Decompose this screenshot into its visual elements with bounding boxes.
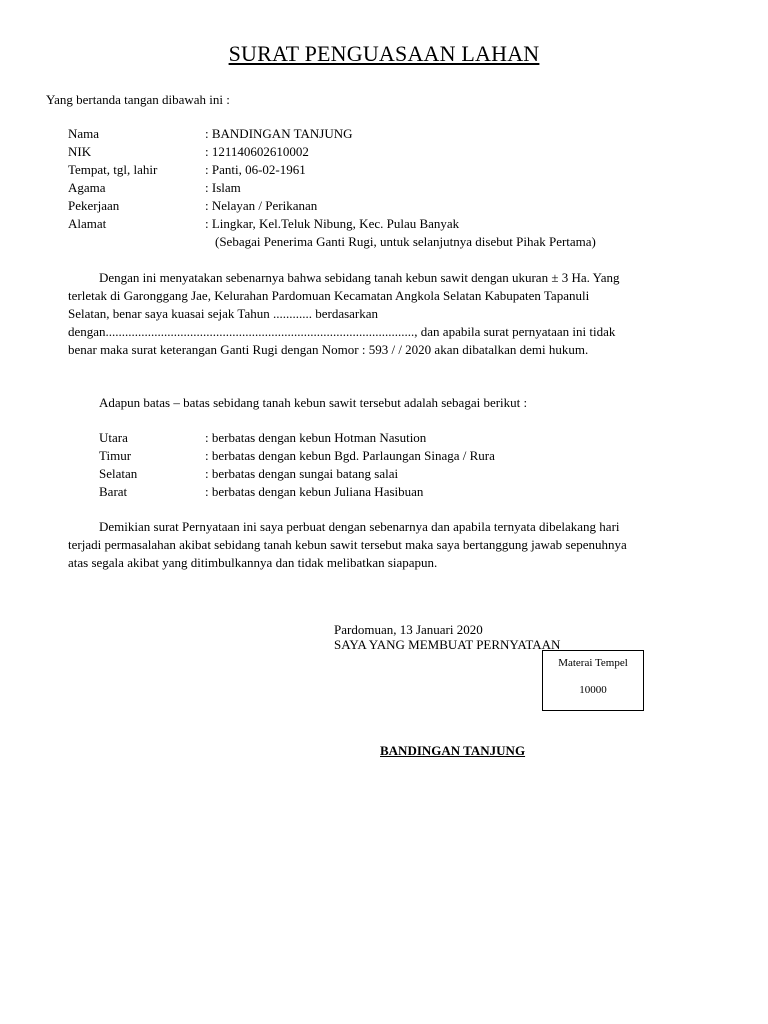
identity-label-birth: Tempat, tgl, lahir <box>68 162 158 177</box>
stamp-value: 10000 <box>579 684 607 696</box>
boundary-label-east: Timur <box>99 448 132 463</box>
closing-line: Demikian surat Pernyataan ini saya perbuat dengan sebenarnya dan apabila ternyata dibelakang hari <box>99 519 620 534</box>
boundary-value-west: : berbatas dengan kebun Juliana Hasibuan <box>205 484 424 499</box>
identity-value-nik: : 121140602610002 <box>205 144 309 159</box>
identity-value-occupation: : Nelayan / Perikanan <box>205 198 318 213</box>
closing-line: atas segala akibat yang ditimbulkannya dan tidak melibatkan siapapun. <box>68 555 438 570</box>
closing-line: terjadi permasalahan akibat sebidang tanah kebun sawit tersebut maka saya bertanggung jawab sepenuhnya <box>68 537 627 552</box>
identity-label-address: Alamat <box>68 216 107 231</box>
statement-line: Dengan ini menyatakan sebenarnya bahwa sebidang tanah kebun sawit dengan ukuran ± 3 Ha. Yang <box>99 270 620 285</box>
signature-caption: SAYA YANG MEMBUAT PERNYATAAN <box>334 637 561 652</box>
boundaries-intro: Adapun batas – batas sebidang tanah kebun sawit tersebut adalah sebagai berikut : <box>99 395 528 410</box>
boundary-label-north: Utara <box>99 430 128 445</box>
boundary-value-east: : berbatas dengan kebun Bgd. Parlaungan Sinaga / Rura <box>205 448 495 463</box>
identity-value-address: : Lingkar, Kel.Teluk Nibung, Kec. Pulau Banyak <box>205 216 460 231</box>
statement-line: dengan..............................................................................................., dan apabila surat pernyataan ini tidak <box>68 324 616 339</box>
identity-note: (Sebagai Penerima Ganti Rugi, untuk selanjutnya disebut Pihak Pertama) <box>215 234 596 249</box>
opening-line: Yang bertanda tangan dibawah ini : <box>46 92 230 107</box>
statement-line: Selatan, benar saya kuasai sejak Tahun ............ berdasarkan <box>68 306 379 321</box>
boundary-value-south: : berbatas dengan sungai batang salai <box>205 466 399 481</box>
boundary-value-north: : berbatas dengan kebun Hotman Nasution <box>205 430 427 445</box>
identity-value-name: : BANDINGAN TANJUNG <box>205 126 353 141</box>
document-title: SURAT PENGUASAAN LAHAN <box>228 41 540 66</box>
identity-label-occupation: Pekerjaan <box>68 198 120 213</box>
identity-value-birth: : Panti, 06-02-1961 <box>205 162 306 177</box>
stamp-label: Materai Tempel <box>558 657 628 669</box>
place-date: Pardomuan, 13 Januari 2020 <box>334 622 483 637</box>
identity-label-name: Nama <box>68 126 100 141</box>
signer-name: BANDINGAN TANJUNG <box>380 743 526 758</box>
stamp-box <box>542 650 644 711</box>
identity-value-religion: : Islam <box>205 180 241 195</box>
boundary-label-south: Selatan <box>99 466 138 481</box>
statement-line: terletak di Garonggang Jae, Kelurahan Pardomuan Kecamatan Angkola Selatan Kabupaten Tapanuli <box>68 288 590 303</box>
identity-label-religion: Agama <box>68 180 106 195</box>
boundary-label-west: Barat <box>99 484 128 499</box>
statement-line: benar maka surat keterangan Ganti Rugi dengan Nomor : 593 / / 2020 akan dibatalkan demi hukum. <box>68 342 589 357</box>
identity-label-nik: NIK <box>68 144 92 159</box>
